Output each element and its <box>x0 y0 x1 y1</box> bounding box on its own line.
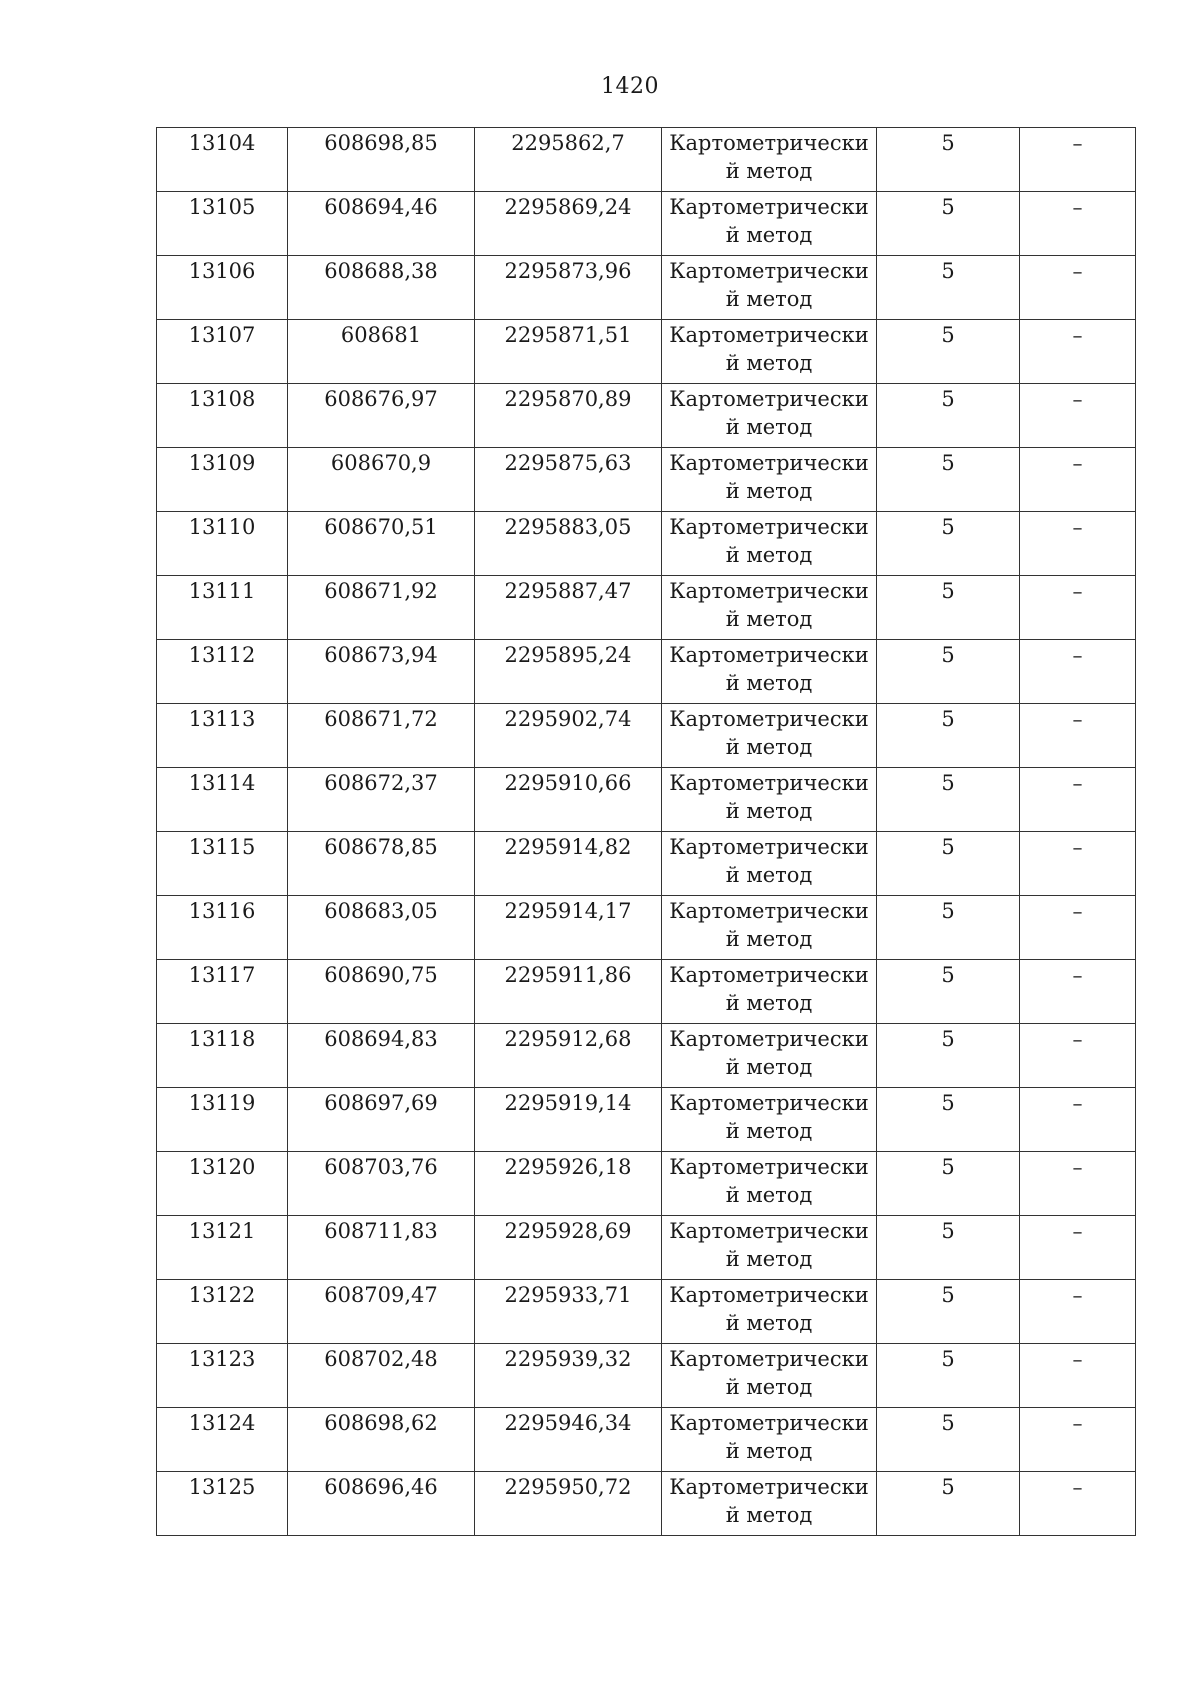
method-cell <box>662 1472 877 1536</box>
x-coordinate-cell-text: 608703,76 <box>324 1155 438 1179</box>
note-cell-text: – <box>1072 515 1083 539</box>
accuracy-cell-text: 5 <box>941 1091 955 1115</box>
point-number-cell-text: 13117 <box>188 963 256 987</box>
method-cell-text: Картометрически й метод <box>669 1347 869 1399</box>
note-cell <box>1020 448 1136 512</box>
accuracy-cell <box>877 384 1020 448</box>
y-coordinate-cell-text: 2295950,72 <box>504 1475 632 1499</box>
accuracy-cell <box>877 128 1020 192</box>
y-coordinate-cell-text: 2295895,24 <box>504 643 632 667</box>
x-coordinate-cell <box>288 384 475 448</box>
table-row <box>157 1088 1136 1152</box>
table-row <box>157 1280 1136 1344</box>
accuracy-cell <box>877 1472 1020 1536</box>
coordinates-table <box>156 127 1136 1536</box>
method-cell <box>662 768 877 832</box>
point-number-cell-text: 13115 <box>188 835 256 859</box>
point-number-cell <box>157 192 288 256</box>
x-coordinate-cell <box>288 128 475 192</box>
point-number-cell <box>157 768 288 832</box>
accuracy-cell <box>877 1216 1020 1280</box>
x-coordinate-cell-text: 608688,38 <box>324 259 438 283</box>
point-number-cell <box>157 1088 288 1152</box>
x-coordinate-cell-text: 608671,72 <box>324 707 438 731</box>
point-number-cell <box>157 896 288 960</box>
y-coordinate-cell-text: 2295919,14 <box>504 1091 632 1115</box>
note-cell <box>1020 1024 1136 1088</box>
y-coordinate-cell <box>475 1088 662 1152</box>
y-coordinate-cell <box>475 320 662 384</box>
method-cell-text: Картометрически й метод <box>669 1411 869 1463</box>
point-number-cell <box>157 1024 288 1088</box>
accuracy-cell-text: 5 <box>941 259 955 283</box>
note-cell-text: – <box>1072 899 1083 923</box>
note-cell-text: – <box>1072 1027 1083 1051</box>
accuracy-cell-text: 5 <box>941 387 955 411</box>
x-coordinate-cell-text: 608698,85 <box>324 131 438 155</box>
method-cell-text: Картометрически й метод <box>669 387 869 439</box>
y-coordinate-cell-text: 2295871,51 <box>504 323 632 347</box>
accuracy-cell <box>877 960 1020 1024</box>
y-coordinate-cell <box>475 576 662 640</box>
y-coordinate-cell <box>475 192 662 256</box>
point-number-cell <box>157 384 288 448</box>
point-number-cell-text: 13118 <box>188 1027 256 1051</box>
y-coordinate-cell <box>475 256 662 320</box>
note-cell-text: – <box>1072 131 1083 155</box>
method-cell-text: Картометрически й метод <box>669 1091 869 1143</box>
x-coordinate-cell <box>288 1408 475 1472</box>
point-number-cell-text: 13124 <box>188 1411 256 1435</box>
method-cell <box>662 704 877 768</box>
table-row <box>157 128 1136 192</box>
method-cell-text: Картометрически й метод <box>669 1283 869 1335</box>
x-coordinate-cell-text: 608696,46 <box>324 1475 438 1499</box>
accuracy-cell <box>877 832 1020 896</box>
accuracy-cell-text: 5 <box>941 195 955 219</box>
note-cell-text: – <box>1072 1475 1083 1499</box>
y-coordinate-cell-text: 2295869,24 <box>504 195 632 219</box>
point-number-cell <box>157 1472 288 1536</box>
y-coordinate-cell <box>475 1280 662 1344</box>
x-coordinate-cell <box>288 1088 475 1152</box>
note-cell-text: – <box>1072 643 1083 667</box>
y-coordinate-cell-text: 2295902,74 <box>504 707 632 731</box>
accuracy-cell <box>877 1280 1020 1344</box>
accuracy-cell <box>877 576 1020 640</box>
method-cell-text: Картометрически й метод <box>669 1155 869 1207</box>
table-row <box>157 960 1136 1024</box>
point-number-cell-text: 13114 <box>188 771 256 795</box>
note-cell <box>1020 128 1136 192</box>
y-coordinate-cell-text: 2295926,18 <box>504 1155 632 1179</box>
x-coordinate-cell-text: 608678,85 <box>324 835 438 859</box>
note-cell-text: – <box>1072 835 1083 859</box>
accuracy-cell-text: 5 <box>941 131 955 155</box>
y-coordinate-cell-text: 2295946,34 <box>504 1411 632 1435</box>
accuracy-cell <box>877 1344 1020 1408</box>
table-row <box>157 704 1136 768</box>
y-coordinate-cell <box>475 704 662 768</box>
x-coordinate-cell-text: 608690,75 <box>324 963 438 987</box>
y-coordinate-cell-text: 2295887,47 <box>504 579 632 603</box>
method-cell <box>662 832 877 896</box>
method-cell-text: Картометрически й метод <box>669 1219 869 1271</box>
y-coordinate-cell-text: 2295911,86 <box>504 963 632 987</box>
note-cell-text: – <box>1072 387 1083 411</box>
x-coordinate-cell <box>288 1472 475 1536</box>
method-cell <box>662 576 877 640</box>
point-number-cell-text: 13105 <box>188 195 256 219</box>
y-coordinate-cell-text: 2295875,63 <box>504 451 632 475</box>
point-number-cell-text: 13125 <box>188 1475 256 1499</box>
method-cell-text: Картометрически й метод <box>669 771 869 823</box>
point-number-cell-text: 13123 <box>188 1347 256 1371</box>
method-cell-text: Картометрически й метод <box>669 131 869 183</box>
x-coordinate-cell-text: 608670,9 <box>330 451 432 475</box>
note-cell-text: – <box>1072 1347 1083 1371</box>
x-coordinate-cell <box>288 960 475 1024</box>
table-row <box>157 1408 1136 1472</box>
note-cell <box>1020 576 1136 640</box>
method-cell-text: Картометрически й метод <box>669 707 869 759</box>
y-coordinate-cell <box>475 448 662 512</box>
note-cell-text: – <box>1072 323 1083 347</box>
accuracy-cell-text: 5 <box>941 451 955 475</box>
note-cell <box>1020 640 1136 704</box>
method-cell-text: Картометрически й метод <box>669 579 869 631</box>
note-cell <box>1020 1408 1136 1472</box>
x-coordinate-cell-text: 608711,83 <box>324 1219 438 1243</box>
note-cell <box>1020 256 1136 320</box>
point-number-cell <box>157 576 288 640</box>
x-coordinate-cell-text: 608698,62 <box>324 1411 438 1435</box>
accuracy-cell-text: 5 <box>941 515 955 539</box>
note-cell-text: – <box>1072 707 1083 731</box>
note-cell <box>1020 1344 1136 1408</box>
y-coordinate-cell <box>475 1024 662 1088</box>
y-coordinate-cell-text: 2295914,82 <box>504 835 632 859</box>
method-cell-text: Картометрически й метод <box>669 1027 869 1079</box>
x-coordinate-cell-text: 608670,51 <box>324 515 438 539</box>
method-cell-text: Картометрически й метод <box>669 643 869 695</box>
x-coordinate-cell <box>288 768 475 832</box>
point-number-cell <box>157 512 288 576</box>
note-cell <box>1020 1152 1136 1216</box>
note-cell-text: – <box>1072 1219 1083 1243</box>
y-coordinate-cell-text: 2295910,66 <box>504 771 632 795</box>
table-row <box>157 576 1136 640</box>
note-cell-text: – <box>1072 1091 1083 1115</box>
note-cell-text: – <box>1072 1411 1083 1435</box>
note-cell-text: – <box>1072 259 1083 283</box>
table-row <box>157 192 1136 256</box>
y-coordinate-cell <box>475 384 662 448</box>
note-cell <box>1020 1088 1136 1152</box>
x-coordinate-cell <box>288 1216 475 1280</box>
y-coordinate-cell-text: 2295939,32 <box>504 1347 632 1371</box>
x-coordinate-cell-text: 608681 <box>340 323 422 347</box>
accuracy-cell-text: 5 <box>941 1155 955 1179</box>
table-row <box>157 1472 1136 1536</box>
x-coordinate-cell-text: 608672,37 <box>324 771 438 795</box>
method-cell <box>662 896 877 960</box>
method-cell-text: Картометрически й метод <box>669 451 869 503</box>
accuracy-cell <box>877 320 1020 384</box>
accuracy-cell <box>877 192 1020 256</box>
table-row <box>157 448 1136 512</box>
method-cell-text: Картометрически й метод <box>669 323 869 375</box>
accuracy-cell <box>877 1024 1020 1088</box>
y-coordinate-cell <box>475 768 662 832</box>
point-number-cell <box>157 448 288 512</box>
y-coordinate-cell <box>475 1216 662 1280</box>
y-coordinate-cell-text: 2295870,89 <box>504 387 632 411</box>
point-number-cell-text: 13110 <box>188 515 256 539</box>
point-number-cell-text: 13104 <box>188 131 256 155</box>
method-cell <box>662 512 877 576</box>
x-coordinate-cell-text: 608683,05 <box>324 899 438 923</box>
method-cell <box>662 960 877 1024</box>
point-number-cell <box>157 960 288 1024</box>
y-coordinate-cell <box>475 128 662 192</box>
x-coordinate-cell-text: 608694,46 <box>324 195 438 219</box>
note-cell <box>1020 960 1136 1024</box>
note-cell <box>1020 512 1136 576</box>
method-cell <box>662 128 877 192</box>
y-coordinate-cell-text: 2295873,96 <box>504 259 632 283</box>
point-number-cell-text: 13116 <box>188 899 256 923</box>
table-row <box>157 896 1136 960</box>
method-cell <box>662 1344 877 1408</box>
x-coordinate-cell <box>288 896 475 960</box>
x-coordinate-cell <box>288 640 475 704</box>
accuracy-cell <box>877 768 1020 832</box>
point-number-cell-text: 13109 <box>188 451 256 475</box>
y-coordinate-cell <box>475 832 662 896</box>
method-cell <box>662 256 877 320</box>
x-coordinate-cell <box>288 576 475 640</box>
method-cell <box>662 320 877 384</box>
note-cell <box>1020 768 1136 832</box>
accuracy-cell-text: 5 <box>941 899 955 923</box>
method-cell-text: Картометрически й метод <box>669 835 869 887</box>
y-coordinate-cell-text: 2295933,71 <box>504 1283 632 1307</box>
x-coordinate-cell <box>288 704 475 768</box>
accuracy-cell <box>877 1088 1020 1152</box>
point-number-cell-text: 13106 <box>188 259 256 283</box>
x-coordinate-cell-text: 608702,48 <box>324 1347 438 1371</box>
x-coordinate-cell <box>288 1344 475 1408</box>
point-number-cell <box>157 704 288 768</box>
method-cell <box>662 1280 877 1344</box>
table-row <box>157 768 1136 832</box>
note-cell <box>1020 1216 1136 1280</box>
method-cell <box>662 1088 877 1152</box>
x-coordinate-cell-text: 608676,97 <box>324 387 438 411</box>
table-row <box>157 1216 1136 1280</box>
table-row <box>157 832 1136 896</box>
accuracy-cell-text: 5 <box>941 835 955 859</box>
point-number-cell <box>157 1344 288 1408</box>
table-row <box>157 320 1136 384</box>
point-number-cell <box>157 256 288 320</box>
y-coordinate-cell <box>475 512 662 576</box>
y-coordinate-cell-text: 2295883,05 <box>504 515 632 539</box>
accuracy-cell <box>877 1408 1020 1472</box>
note-cell <box>1020 704 1136 768</box>
y-coordinate-cell-text: 2295914,17 <box>504 899 632 923</box>
point-number-cell-text: 13108 <box>188 387 256 411</box>
note-cell-text: – <box>1072 1283 1083 1307</box>
point-number-cell <box>157 1152 288 1216</box>
note-cell-text: – <box>1072 1155 1083 1179</box>
accuracy-cell <box>877 896 1020 960</box>
note-cell <box>1020 896 1136 960</box>
accuracy-cell-text: 5 <box>941 1475 955 1499</box>
method-cell-text: Картометрически й метод <box>669 1475 869 1527</box>
table-row <box>157 256 1136 320</box>
method-cell <box>662 1152 877 1216</box>
y-coordinate-cell <box>475 1152 662 1216</box>
method-cell <box>662 1408 877 1472</box>
accuracy-cell-text: 5 <box>941 1283 955 1307</box>
x-coordinate-cell-text: 608673,94 <box>324 643 438 667</box>
x-coordinate-cell-text: 608694,83 <box>324 1027 438 1051</box>
table-row <box>157 1344 1136 1408</box>
accuracy-cell-text: 5 <box>941 963 955 987</box>
y-coordinate-cell <box>475 960 662 1024</box>
note-cell <box>1020 320 1136 384</box>
table-row <box>157 1024 1136 1088</box>
accuracy-cell-text: 5 <box>941 579 955 603</box>
note-cell <box>1020 1280 1136 1344</box>
point-number-cell <box>157 1408 288 1472</box>
accuracy-cell-text: 5 <box>941 643 955 667</box>
point-number-cell-text: 13121 <box>188 1219 256 1243</box>
accuracy-cell <box>877 640 1020 704</box>
method-cell <box>662 1024 877 1088</box>
table-row <box>157 1152 1136 1216</box>
method-cell-text: Картометрически й метод <box>669 963 869 1015</box>
table-row <box>157 512 1136 576</box>
y-coordinate-cell <box>475 640 662 704</box>
accuracy-cell-text: 5 <box>941 323 955 347</box>
point-number-cell <box>157 832 288 896</box>
x-coordinate-cell <box>288 512 475 576</box>
x-coordinate-cell <box>288 1152 475 1216</box>
note-cell <box>1020 832 1136 896</box>
accuracy-cell <box>877 704 1020 768</box>
accuracy-cell-text: 5 <box>941 707 955 731</box>
x-coordinate-cell <box>288 1280 475 1344</box>
method-cell-text: Картометрически й метод <box>669 515 869 567</box>
x-coordinate-cell-text: 608709,47 <box>324 1283 438 1307</box>
method-cell-text: Картометрически й метод <box>669 259 869 311</box>
accuracy-cell <box>877 512 1020 576</box>
note-cell-text: – <box>1072 195 1083 219</box>
table-row <box>157 384 1136 448</box>
point-number-cell <box>157 320 288 384</box>
accuracy-cell <box>877 1152 1020 1216</box>
accuracy-cell <box>877 256 1020 320</box>
point-number-cell <box>157 1216 288 1280</box>
note-cell <box>1020 192 1136 256</box>
x-coordinate-cell <box>288 256 475 320</box>
method-cell <box>662 448 877 512</box>
y-coordinate-cell-text: 2295928,69 <box>504 1219 632 1243</box>
x-coordinate-cell <box>288 320 475 384</box>
y-coordinate-cell <box>475 1344 662 1408</box>
table-body <box>157 128 1136 1536</box>
accuracy-cell-text: 5 <box>941 1027 955 1051</box>
point-number-cell-text: 13111 <box>188 579 256 603</box>
method-cell <box>662 1216 877 1280</box>
point-number-cell-text: 13107 <box>188 323 256 347</box>
x-coordinate-cell <box>288 448 475 512</box>
y-coordinate-cell-text: 2295912,68 <box>504 1027 632 1051</box>
point-number-cell <box>157 640 288 704</box>
y-coordinate-cell <box>475 1472 662 1536</box>
note-cell-text: – <box>1072 579 1083 603</box>
table-row <box>157 640 1136 704</box>
accuracy-cell-text: 5 <box>941 1347 955 1371</box>
method-cell-text: Картометрически й метод <box>669 899 869 951</box>
page-number: 1420 <box>601 74 659 99</box>
x-coordinate-cell <box>288 832 475 896</box>
accuracy-cell-text: 5 <box>941 771 955 795</box>
point-number-cell-text: 13112 <box>188 643 256 667</box>
note-cell <box>1020 1472 1136 1536</box>
point-number-cell <box>157 1280 288 1344</box>
point-number-cell-text: 13113 <box>188 707 256 731</box>
accuracy-cell <box>877 448 1020 512</box>
point-number-cell-text: 13122 <box>188 1283 256 1307</box>
y-coordinate-cell <box>475 896 662 960</box>
y-coordinate-cell <box>475 1408 662 1472</box>
y-coordinate-cell-text: 2295862,7 <box>511 131 625 155</box>
accuracy-cell-text: 5 <box>941 1411 955 1435</box>
x-coordinate-cell-text: 608671,92 <box>324 579 438 603</box>
point-number-cell-text: 13119 <box>188 1091 256 1115</box>
x-coordinate-cell <box>288 1024 475 1088</box>
method-cell <box>662 384 877 448</box>
note-cell-text: – <box>1072 771 1083 795</box>
note-cell-text: – <box>1072 963 1083 987</box>
note-cell-text: – <box>1072 451 1083 475</box>
note-cell <box>1020 384 1136 448</box>
x-coordinate-cell <box>288 192 475 256</box>
method-cell <box>662 192 877 256</box>
method-cell <box>662 640 877 704</box>
point-number-cell <box>157 128 288 192</box>
x-coordinate-cell-text: 608697,69 <box>324 1091 438 1115</box>
point-number-cell-text: 13120 <box>188 1155 256 1179</box>
accuracy-cell-text: 5 <box>941 1219 955 1243</box>
method-cell-text: Картометрически й метод <box>669 195 869 247</box>
